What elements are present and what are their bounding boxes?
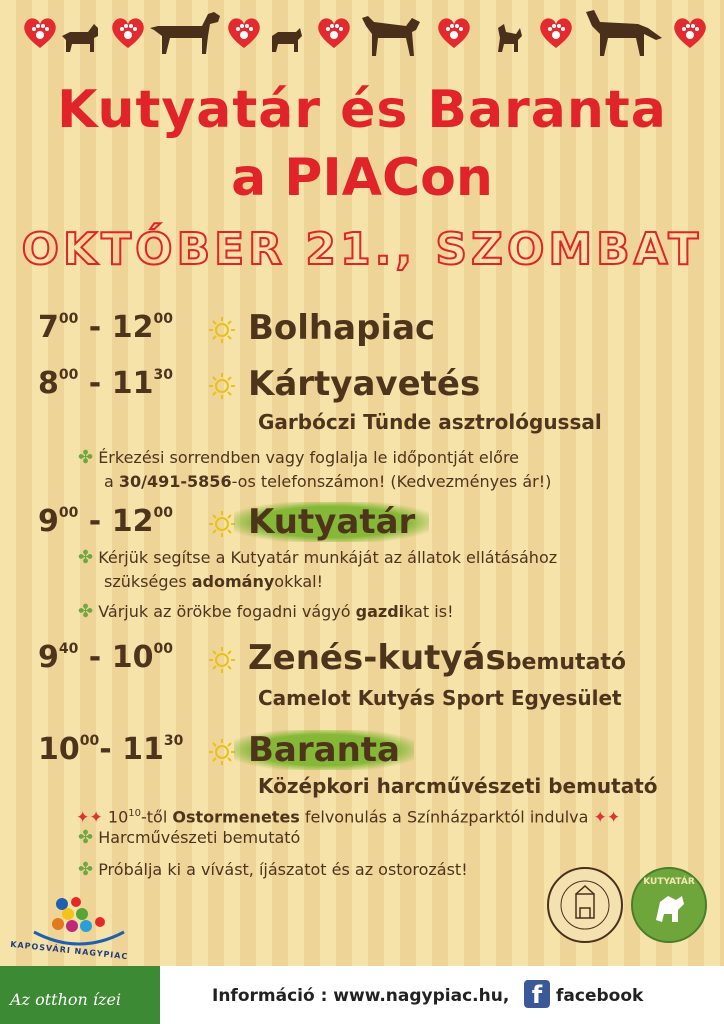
sparkle-icon: ✦✦ [76, 807, 103, 827]
baranta-seal-logo [546, 866, 624, 944]
time-range: $9^{40} - 10^{00}$ [38, 640, 173, 675]
facebook-icon[interactable]: f [524, 980, 550, 1008]
heart-paw-icon [436, 16, 472, 50]
clover-icon: ✤ [78, 447, 94, 468]
time-range: $9^{00} - 12^{00}$ [38, 504, 173, 539]
heart-paw-icon [538, 16, 574, 50]
heart-paw-icon [672, 16, 708, 50]
event-suffix: bemutató [505, 650, 626, 675]
heart-paw-icon [226, 16, 262, 50]
note-item: ✤ Érkezési sorrendben vagy foglalja le időpontját előre a 30/491-5856-os telefonszámon! (Kedvezményes ár!) [78, 447, 552, 491]
top-decoration [0, 8, 724, 58]
info-line: Információ : www.nagypiac.hu, [212, 986, 510, 1006]
pug-icon [268, 24, 304, 54]
kutyatar-badge-logo [630, 866, 708, 944]
clover-icon: ✤ [78, 859, 94, 880]
clover-icon: ✤ [78, 601, 94, 622]
pointer-dog-icon [360, 12, 424, 58]
svg-text:KUTYATÁR: KUTYATÁR [643, 877, 695, 887]
sun-icon [208, 510, 236, 538]
event-name: Bolhapiac [248, 308, 436, 348]
heart-paw-icon [316, 16, 352, 50]
sparkle-icon: ✦✦ [593, 807, 621, 827]
clover-icon: ✤ [78, 827, 94, 848]
slogan-text: Az otthon ízei [10, 990, 122, 1009]
facebook-link[interactable]: facebook [556, 986, 644, 1006]
event-name: Zenés-kutyásbemutató [248, 638, 626, 678]
scottie-dog-icon [58, 22, 102, 54]
note-item: ✤ Kérjük segítse a Kutyatár munkáját az állatok ellátásához szükséges adományokkal! [78, 547, 558, 591]
heart-paw-icon [22, 16, 58, 50]
clover-icon: ✤ [78, 547, 94, 568]
event-name: Kártyavetés [248, 364, 481, 404]
note-item: ✦✦ $10^{10}$-től Ostormenetes felvonulás a Színházparktól indulva ✦✦ [76, 807, 621, 827]
title-line2: a PIACon [231, 148, 493, 208]
event-subtitle: Garbóczi Tünde asztrológussal [258, 410, 602, 434]
time-range: $8^{00} - 11^{30}$ [38, 366, 173, 401]
shepherd-dog-icon [582, 8, 666, 58]
note-item: ✤ Harcművészeti bemutató [78, 827, 301, 848]
event-name-highlighted: Kutyatár [234, 502, 429, 542]
logo-name: KAPOSVÁRI NAGYPIAC [9, 939, 129, 962]
time-range: $10^{00}-$ $11^{30}$ [38, 732, 184, 767]
dog-silhouette-icon [148, 8, 222, 56]
heart-paw-icon [110, 16, 146, 50]
sun-icon [208, 372, 236, 400]
note-item: ✤ Várjuk az örökbe fogadni vágyó gazdikat is! [78, 601, 454, 622]
event-name-highlighted: Baranta [234, 730, 414, 770]
small-dog-icon [494, 22, 524, 54]
title-line1: Kutyatár és Baranta [57, 80, 667, 140]
note-item: ✤ Próbálja ki a vívást, íjászatot és az ostorozást! [78, 859, 468, 880]
event-subtitle: Középkori harcművészeti bemutató [258, 774, 658, 798]
event-subtitle: Camelot Kutyás Sport Egyesület [258, 686, 622, 710]
sun-icon [208, 316, 236, 344]
time-range: $7^{00} - 12^{00}$ [38, 310, 173, 345]
sun-icon [208, 646, 236, 674]
website-link[interactable]: www.nagypiac.hu, [333, 986, 510, 1006]
event-date: OKTÓBER 21., SZOMBAT [21, 224, 703, 275]
sun-icon [208, 738, 236, 766]
